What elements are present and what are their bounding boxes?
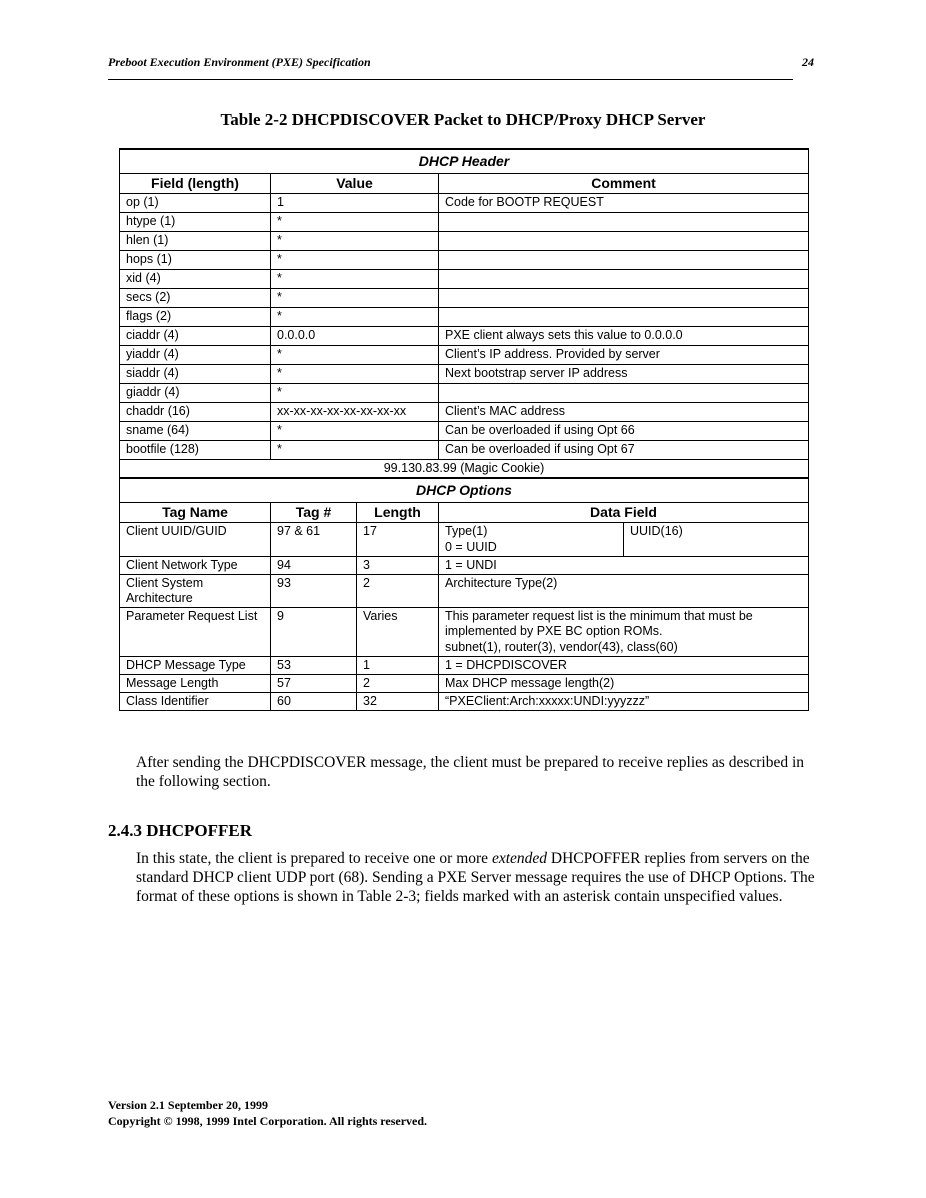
field-comment-cell bbox=[439, 213, 809, 232]
header-field-row bbox=[120, 251, 809, 270]
field-comment-cell: Client’s IP address. Provided by server bbox=[439, 346, 809, 365]
field-value-cell: * bbox=[271, 289, 439, 308]
option-data-field-cell bbox=[439, 693, 809, 711]
option-data-field-cell bbox=[439, 557, 809, 575]
field-comment-cell: Code for BOOTP REQUEST bbox=[439, 194, 809, 213]
field-value-cell: * bbox=[271, 251, 439, 270]
option-tag-number-cell: 94 bbox=[271, 557, 357, 575]
option-data-text: “PXEClient:Arch:xxxxx:UNDI:yyyzzz” bbox=[445, 694, 650, 708]
magic-cookie-row: 99.130.83.99 (Magic Cookie) bbox=[120, 460, 809, 479]
option-data-field-cell bbox=[439, 575, 809, 608]
option-tag-name-cell: DHCP Message Type bbox=[120, 657, 271, 675]
option-data-extra-cell: UUID(16) bbox=[624, 523, 809, 557]
option-tag-number-cell: 9 bbox=[271, 608, 357, 657]
paragraph-after-table: After sending the DHCPDISCOVER message, the client must be prepared to receive replies as described in the following section. bbox=[136, 754, 805, 790]
option-data-field-cell bbox=[439, 608, 809, 657]
option-row bbox=[120, 608, 809, 657]
option-data-text: Architecture Type(2) bbox=[445, 576, 558, 590]
field-value-cell: * bbox=[271, 441, 439, 460]
header-field-row bbox=[120, 365, 809, 384]
option-row bbox=[120, 675, 809, 693]
field-value-cell: xx-xx-xx-xx-xx-xx-xx-xx bbox=[271, 403, 439, 422]
field-comment-cell: PXE client always sets this value to 0.0.0.0 bbox=[439, 327, 809, 346]
option-data-text-2: subnet(1), router(3), vendor(43), class(60) bbox=[445, 640, 678, 654]
option-tag-number-cell: 97 & 61 bbox=[271, 523, 357, 557]
field-value-cell: 0.0.0.0 bbox=[271, 327, 439, 346]
col-header-field: Field (length) bbox=[120, 174, 271, 194]
field-value-cell: * bbox=[271, 365, 439, 384]
option-row bbox=[120, 657, 809, 675]
option-tag-name-cell: Client Network Type bbox=[120, 557, 271, 575]
field-name-cell: ciaddr (4) bbox=[120, 327, 271, 346]
field-value-cell: 1 bbox=[271, 194, 439, 213]
header-field-row bbox=[120, 289, 809, 308]
field-name-cell: giaddr (4) bbox=[120, 384, 271, 403]
option-data-text: Type(1) bbox=[445, 524, 488, 538]
header-field-row bbox=[120, 308, 809, 327]
page-number: 24 bbox=[802, 55, 814, 69]
header-field-row bbox=[120, 403, 809, 422]
dhcp-options-section-title: DHCP Options bbox=[120, 478, 809, 503]
option-data-text: Max DHCP message length(2) bbox=[445, 676, 615, 690]
option-tag-number-cell: 53 bbox=[271, 657, 357, 675]
option-row bbox=[120, 693, 809, 711]
field-value-cell: * bbox=[271, 346, 439, 365]
option-length-cell: 2 bbox=[357, 675, 439, 693]
para2-emphasis: extended bbox=[491, 850, 548, 867]
option-tag-name-cell: Class Identifier bbox=[120, 693, 271, 711]
field-name-cell: flags (2) bbox=[120, 308, 271, 327]
paragraph-dhcpoffer bbox=[136, 849, 816, 906]
option-tag-number-cell: 57 bbox=[271, 675, 357, 693]
col-header-tag-name: Tag Name bbox=[120, 503, 271, 523]
field-comment-cell bbox=[439, 384, 809, 403]
field-name-cell: xid (4) bbox=[120, 270, 271, 289]
field-name-cell: chaddr (16) bbox=[120, 403, 271, 422]
option-data-field-cell bbox=[439, 657, 809, 675]
option-data-text: 1 = UNDI bbox=[445, 558, 497, 572]
para2-text-a: In this state, the client is prepared to receive one or more bbox=[136, 850, 492, 867]
option-tag-number-cell: 93 bbox=[271, 575, 357, 608]
footer-version: Version 2.1 September 20, 1999 bbox=[108, 1098, 268, 1112]
field-name-cell: siaddr (4) bbox=[120, 365, 271, 384]
header-field-row bbox=[120, 346, 809, 365]
option-length-cell: Varies bbox=[357, 608, 439, 657]
header-field-row bbox=[120, 327, 809, 346]
col-header-tag-number: Tag # bbox=[271, 503, 357, 523]
field-comment-cell bbox=[439, 308, 809, 327]
dhcpdiscover-table bbox=[119, 148, 809, 711]
field-comment-cell: Next bootstrap server IP address bbox=[439, 365, 809, 384]
header-field-row bbox=[120, 441, 809, 460]
field-name-cell: bootfile (128) bbox=[120, 441, 271, 460]
option-tag-number-cell: 60 bbox=[271, 693, 357, 711]
option-data-text: This parameter request list is the minimum that must be implemented by PXE BC option ROMs. bbox=[445, 609, 753, 638]
option-length-cell: 32 bbox=[357, 693, 439, 711]
para2-text-b: DHCPOFFER replies from servers on the standard DHCP client UDP port (68). Sending a PXE Server message requires the use of DHCP Options. The format of these options is shown in Table 2-3; fields marked with an asterisk contain unspecified values. bbox=[136, 850, 815, 905]
option-row bbox=[120, 523, 809, 557]
table-caption: Table 2-2 DHCPDISCOVER Packet to DHCP/Proxy DHCP Server bbox=[220, 110, 706, 129]
field-comment-cell: Can be overloaded if using Opt 66 bbox=[439, 422, 809, 441]
field-name-cell: htype (1) bbox=[120, 213, 271, 232]
option-tag-name-cell: Client System Architecture bbox=[120, 575, 271, 608]
header-field-row bbox=[120, 232, 809, 251]
field-name-cell: yiaddr (4) bbox=[120, 346, 271, 365]
running-header-title: Preboot Execution Environment (PXE) Specification bbox=[108, 55, 371, 69]
footer-copyright: Copyright © 1998, 1999 Intel Corporation. All rights reserved. bbox=[108, 1114, 428, 1128]
field-value-cell: * bbox=[271, 384, 439, 403]
field-comment-cell: Client’s MAC address bbox=[439, 403, 809, 422]
option-tag-name-cell: Parameter Request List bbox=[120, 608, 271, 657]
field-name-cell: hlen (1) bbox=[120, 232, 271, 251]
col-header-comment: Comment bbox=[439, 174, 809, 194]
field-comment-cell: Can be overloaded if using Opt 67 bbox=[439, 441, 809, 460]
field-name-cell: secs (2) bbox=[120, 289, 271, 308]
option-data-field-cell bbox=[439, 523, 624, 557]
option-row bbox=[120, 575, 809, 608]
field-comment-cell bbox=[439, 232, 809, 251]
field-value-cell: * bbox=[271, 213, 439, 232]
field-value-cell: * bbox=[271, 270, 439, 289]
header-field-row bbox=[120, 194, 809, 213]
header-field-row bbox=[120, 213, 809, 232]
field-name-cell: sname (64) bbox=[120, 422, 271, 441]
option-data-text: 1 = DHCPDISCOVER bbox=[445, 658, 567, 672]
section-heading: 2.4.3 DHCPOFFER bbox=[108, 821, 253, 840]
option-length-cell: 2 bbox=[357, 575, 439, 608]
field-comment-cell bbox=[439, 251, 809, 270]
col-header-data-field: Data Field bbox=[439, 503, 809, 523]
field-value-cell: * bbox=[271, 232, 439, 251]
header-field-row bbox=[120, 270, 809, 289]
header-rule bbox=[108, 79, 793, 80]
option-data-field-cell bbox=[439, 675, 809, 693]
option-row bbox=[120, 557, 809, 575]
field-value-cell: * bbox=[271, 422, 439, 441]
header-field-row bbox=[120, 384, 809, 403]
field-comment-cell bbox=[439, 270, 809, 289]
field-name-cell: hops (1) bbox=[120, 251, 271, 270]
col-header-length: Length bbox=[357, 503, 439, 523]
dhcp-header-section-title: DHCP Header bbox=[120, 149, 809, 174]
field-name-cell: op (1) bbox=[120, 194, 271, 213]
option-length-cell: 3 bbox=[357, 557, 439, 575]
option-tag-name-cell: Client UUID/GUID bbox=[120, 523, 271, 557]
field-comment-cell bbox=[439, 289, 809, 308]
option-tag-name-cell: Message Length bbox=[120, 675, 271, 693]
option-length-cell: 17 bbox=[357, 523, 439, 557]
col-header-value: Value bbox=[271, 174, 439, 194]
option-length-cell: 1 bbox=[357, 657, 439, 675]
option-data-text-2: 0 = UUID bbox=[445, 540, 497, 554]
header-field-row bbox=[120, 422, 809, 441]
field-value-cell: * bbox=[271, 308, 439, 327]
